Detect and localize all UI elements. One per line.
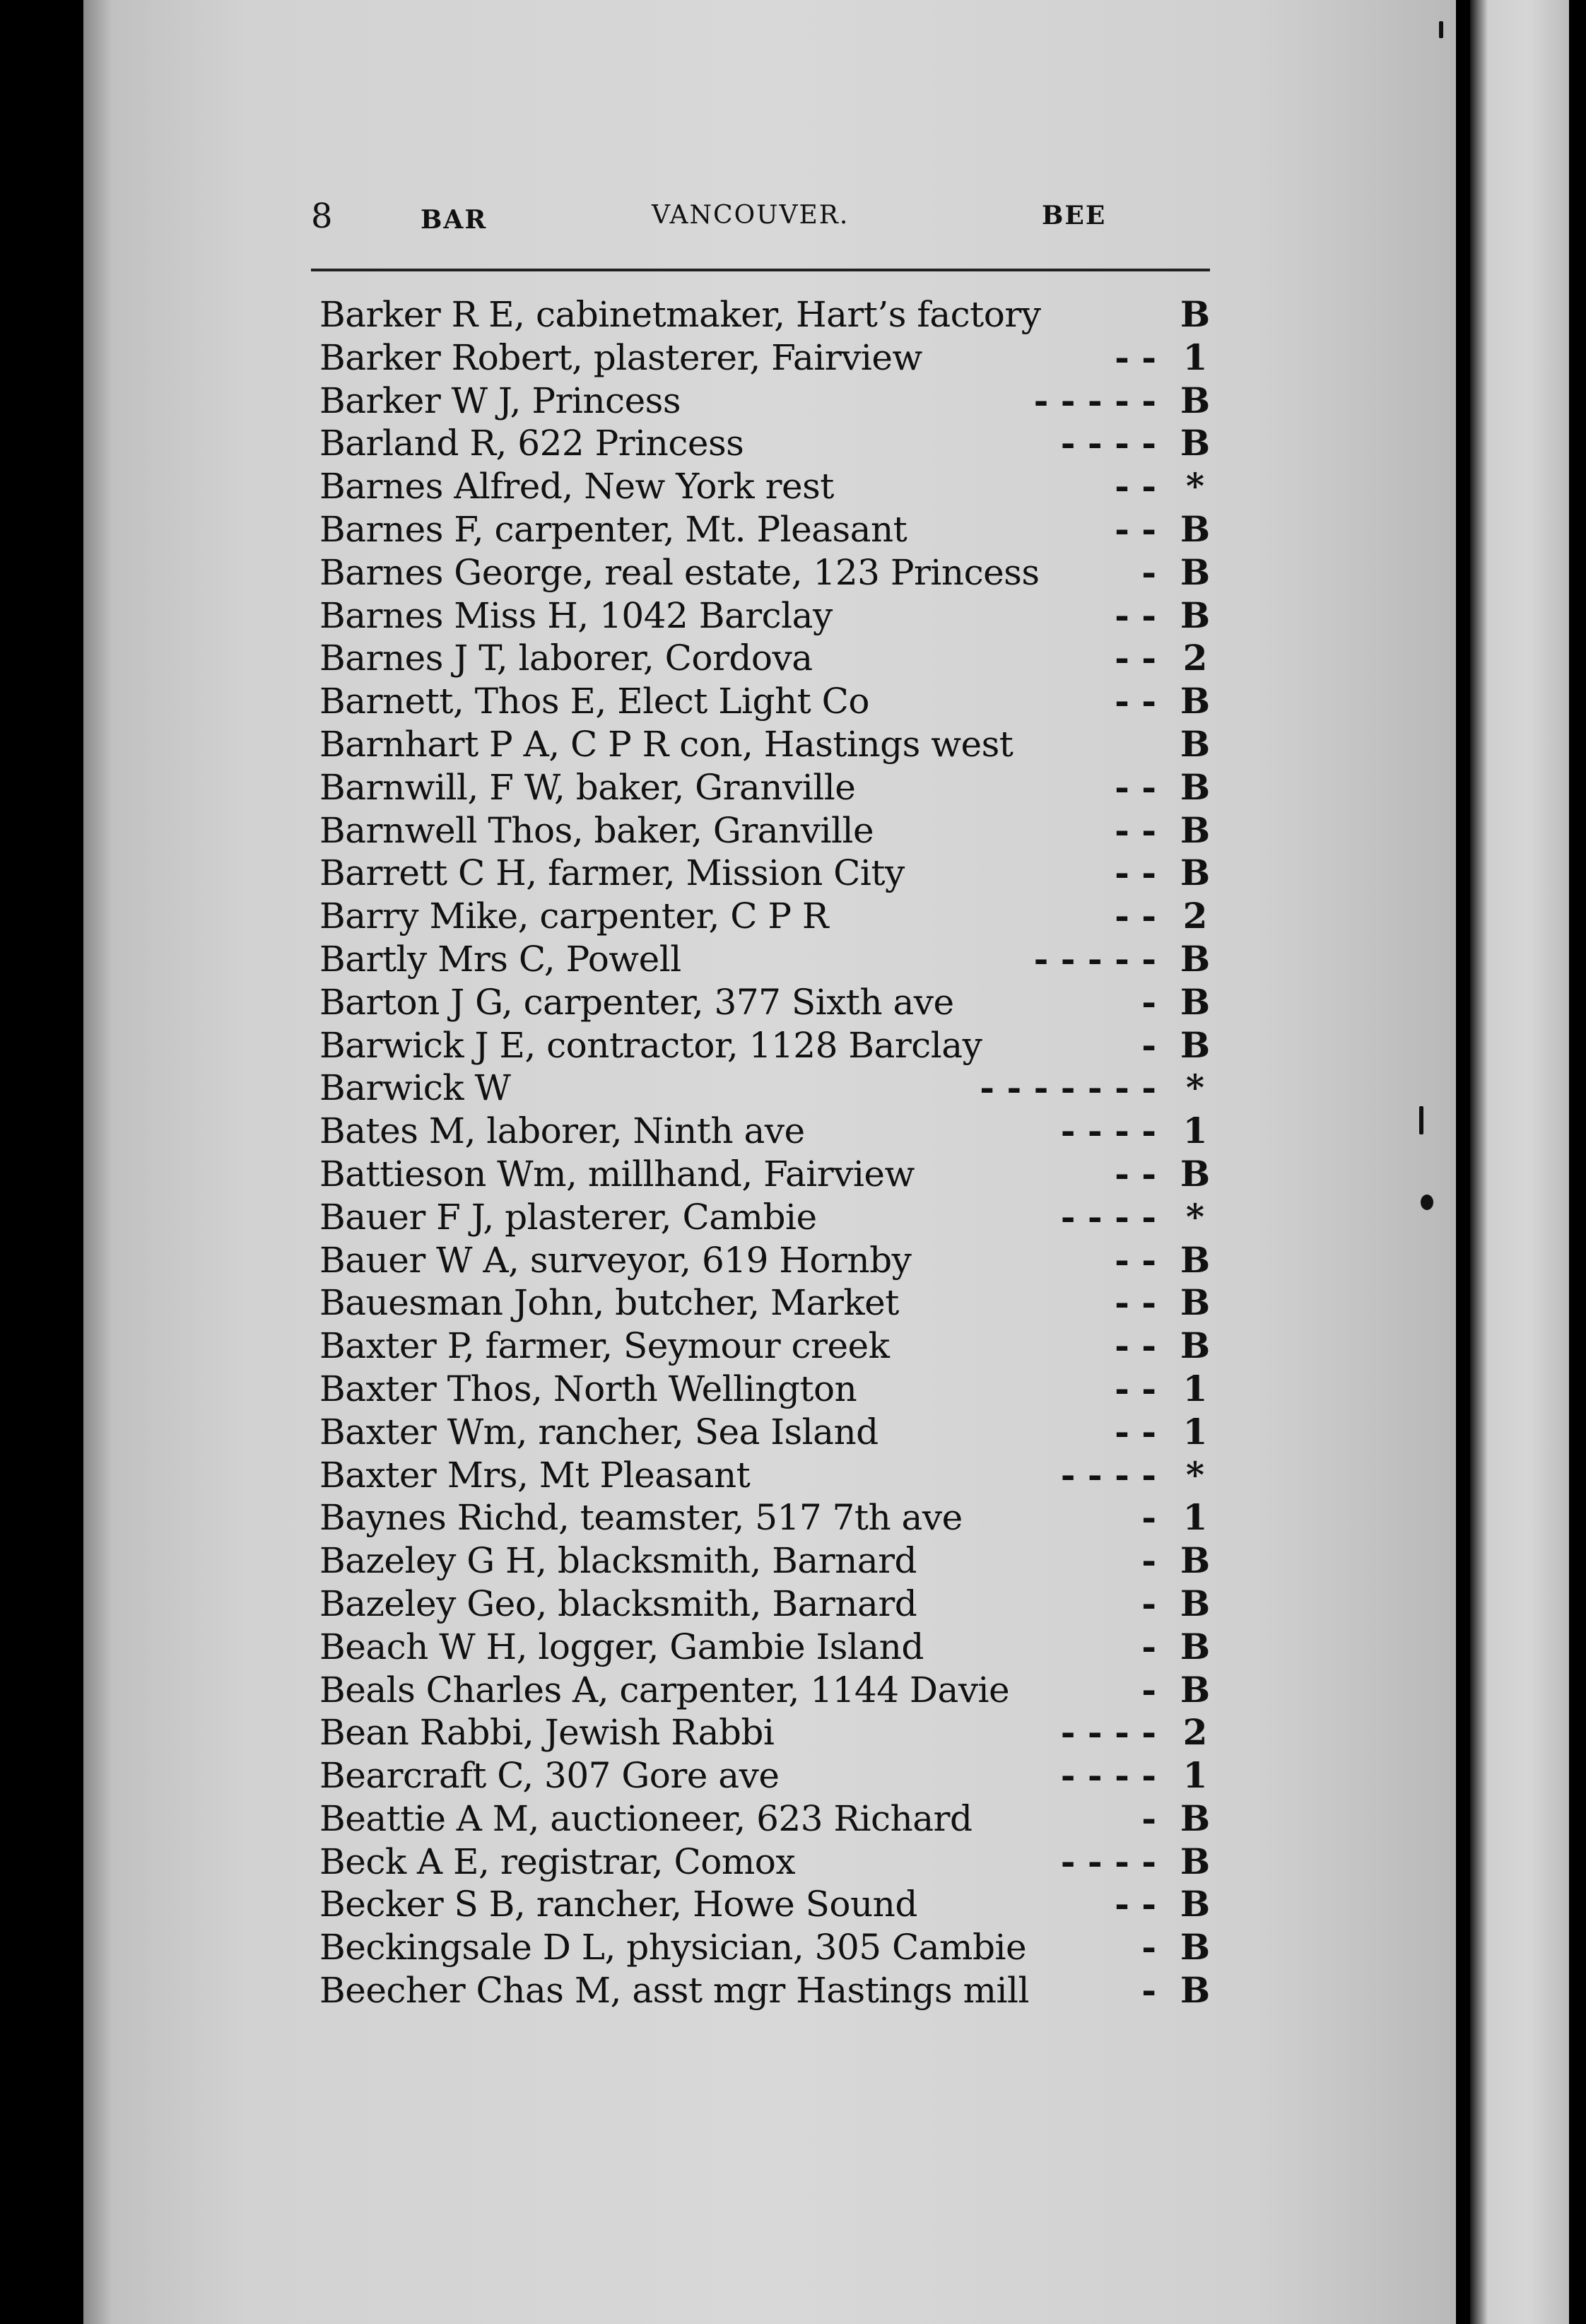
entry-leader-dashes: - (1141, 1668, 1156, 1710)
entry-mark: B (1180, 1625, 1211, 1667)
entry-text: Bazeley G H, blacksmith, Barnard (319, 1540, 917, 1582)
entry-leader-dashes: - - - - (1060, 1110, 1156, 1152)
entry-text: Barker Robert, plasterer, Fairview (319, 336, 922, 378)
entry-leader-dashes: - (1141, 1926, 1156, 1968)
entry-mark: B (1180, 680, 1211, 722)
entry-mark: B (1180, 937, 1211, 980)
directory-entry (319, 1411, 1224, 1454)
entry-text: Barnes Alfred, New York rest (319, 466, 834, 507)
scan-speck (1421, 1195, 1433, 1210)
entry-text: Baxter Mrs, Mt Pleasant (319, 1454, 751, 1496)
entry-text: Barnes J T, laborer, Cordova (319, 638, 813, 679)
entry-leader-dashes: - - - - (1060, 1453, 1156, 1496)
entry-mark: B (1180, 507, 1211, 550)
directory-entry (319, 1281, 1224, 1325)
entry-leader-dashes: - (1141, 551, 1156, 593)
entry-mark: B (1180, 1152, 1211, 1195)
entry-leader-dashes: - (1141, 1582, 1156, 1624)
entry-mark: 1 (1182, 1754, 1208, 1797)
entry-mark: B (1180, 1797, 1211, 1839)
header-right-guide-word: BEE (1042, 201, 1107, 230)
entry-text: Bauer F J, plasterer, Cambie (319, 1196, 817, 1238)
entry-text: Baxter P, farmer, Seymour creek (319, 1325, 890, 1367)
directory-entry (319, 938, 1224, 981)
entry-text: Barnes George, real estate, 123 Princess (319, 551, 1040, 593)
entry-mark: B (1180, 1325, 1211, 1367)
entry-leader-dashes: - - - - (1060, 422, 1156, 464)
entry-mark: 2 (1182, 1711, 1208, 1754)
running-header (311, 191, 1216, 247)
entry-mark: 1 (1182, 1110, 1208, 1152)
directory-entry (319, 336, 1224, 380)
scan-speck (1439, 21, 1443, 38)
entry-text: Barnwell Thos, baker, Granville (319, 809, 874, 851)
entry-leader-dashes: - - (1115, 1367, 1156, 1409)
entry-mark: B (1180, 980, 1211, 1023)
directory-entry (319, 1067, 1224, 1110)
directory-entry (319, 1626, 1224, 1669)
entry-text: Barland R, 622 Princess (319, 423, 744, 464)
entry-leader-dashes: - - (1115, 1883, 1156, 1925)
entry-leader-dashes: - (1141, 1496, 1156, 1539)
header-rule (311, 269, 1210, 271)
header-title: VANCOUVER. (652, 201, 850, 230)
directory-entry (319, 1368, 1224, 1411)
entry-mark: * (1185, 1195, 1205, 1238)
entry-mark: B (1180, 293, 1211, 335)
entry-text: Bearcraft C, 307 Gore ave (319, 1755, 780, 1797)
entry-leader-dashes: - - - - (1060, 1754, 1156, 1797)
entry-text: Barwick J E, contractor, 1128 Barclay (319, 1024, 982, 1066)
directory-entry (319, 1110, 1224, 1153)
entry-text: Baynes Richd, teamster, 517 7th ave (319, 1497, 963, 1539)
directory-entry (319, 1239, 1224, 1282)
entry-leader-dashes: - - (1115, 594, 1156, 636)
entry-text: Baxter Thos, North Wellington (319, 1368, 857, 1409)
entry-leader-dashes: - - (1115, 507, 1156, 550)
entry-text: Barnes F, carpenter, Mt. Pleasant (319, 508, 907, 550)
directory-entry (319, 637, 1224, 680)
directory-entry (319, 380, 1224, 423)
entry-text: Barker W J, Princess (319, 380, 681, 421)
directory-entry (319, 981, 1224, 1024)
entry-mark: 2 (1182, 637, 1208, 679)
entry-mark: B (1180, 1840, 1211, 1882)
header-left-guide-word: BAR (421, 205, 488, 235)
entry-mark: 1 (1182, 1367, 1208, 1409)
directory-entry (319, 1539, 1224, 1583)
entry-leader-dashes: - - - - - - - (980, 1067, 1156, 1109)
entry-mark: B (1180, 551, 1211, 593)
entry-mark: B (1180, 765, 1211, 808)
entry-mark: B (1180, 1539, 1211, 1582)
entry-leader-dashes: - - - - (1060, 1840, 1156, 1882)
directory-entry (319, 1797, 1224, 1841)
directory-entry (319, 1711, 1224, 1754)
entry-leader-dashes: - - (1115, 895, 1156, 937)
entry-text: Beach W H, logger, Gambie Island (319, 1626, 924, 1667)
entry-leader-dashes: - - (1115, 1152, 1156, 1195)
entry-mark: B (1180, 422, 1211, 464)
entry-mark: B (1180, 852, 1211, 894)
directory-entry (319, 1926, 1224, 1969)
entry-leader-dashes: - - - - (1060, 1711, 1156, 1754)
entry-leader-dashes: - (1141, 980, 1156, 1023)
entry-leader-dashes: - - (1115, 809, 1156, 851)
entry-mark: B (1180, 1969, 1211, 2012)
directory-entry (319, 1325, 1224, 1368)
entry-mark: B (1180, 1883, 1211, 1925)
entry-text: Bartly Mrs C, Powell (319, 938, 681, 980)
entry-text: Bean Rabbi, Jewish Rabbi (319, 1712, 775, 1754)
entry-mark: * (1185, 465, 1205, 507)
entry-text: Beecher Chas M, asst mgr Hastings mill (319, 1970, 1029, 2012)
entry-text: Barrett C H, farmer, Mission City (319, 852, 905, 894)
directory-entry (319, 1754, 1224, 1797)
page-gutter-shadow (83, 0, 112, 2324)
entry-mark: B (1180, 809, 1211, 851)
directory-entry (319, 1153, 1224, 1196)
entry-leader-dashes: - (1141, 1539, 1156, 1582)
entry-mark: B (1180, 1668, 1211, 1710)
page-number: 8 (311, 196, 333, 236)
entry-mark: B (1180, 379, 1211, 421)
entry-text: Beals Charles A, carpenter, 1144 Davie (319, 1669, 1010, 1710)
directory-entry (319, 1583, 1224, 1626)
directory-entry (319, 809, 1224, 852)
entry-leader-dashes: - - (1115, 637, 1156, 679)
directory-entries (319, 293, 1224, 2012)
entry-mark: B (1180, 594, 1211, 636)
directory-entry (319, 766, 1224, 809)
entry-text: Beckingsale D L, physician, 305 Cambie (319, 1927, 1027, 1968)
entry-text: Beck A E, registrar, Comox (319, 1841, 796, 1882)
directory-entry (319, 1841, 1224, 1884)
entry-text: Baxter Wm, rancher, Sea Island (319, 1411, 879, 1452)
entry-mark: B (1180, 1023, 1211, 1066)
entry-leader-dashes: - (1141, 1969, 1156, 2012)
directory-entry (319, 895, 1224, 938)
entry-mark: B (1180, 1238, 1211, 1281)
directory-entry (319, 465, 1224, 508)
entry-text: Barwick W (319, 1067, 511, 1109)
entry-text: Barton J G, carpenter, 377 Sixth ave (319, 981, 954, 1023)
directory-entry (319, 1454, 1224, 1497)
entry-mark: * (1185, 1453, 1205, 1496)
entry-text: Bauer W A, surveyor, 619 Hornby (319, 1239, 912, 1281)
entry-text: Barnes Miss H, 1042 Barclay (319, 594, 833, 636)
entry-leader-dashes: - - (1115, 1238, 1156, 1281)
directory-entry (319, 1669, 1224, 1712)
directory-entry (319, 293, 1224, 336)
facing-page-edge (1470, 0, 1569, 2324)
entry-text: Becker S B, rancher, Howe Sound (319, 1884, 917, 1925)
page-content (311, 191, 1216, 2012)
directory-entry (319, 723, 1224, 766)
entry-leader-dashes: - (1141, 1797, 1156, 1839)
entry-text: Barry Mike, carpenter, C P R (319, 896, 829, 937)
entry-leader-dashes: - - (1115, 680, 1156, 722)
entry-leader-dashes: - - (1115, 852, 1156, 894)
entry-text: Bauesman John, butcher, Market (319, 1282, 899, 1324)
directory-entry (319, 1969, 1224, 2012)
entry-mark: 1 (1182, 1496, 1208, 1539)
entry-mark: 1 (1182, 1410, 1208, 1452)
entry-text: Battieson Wm, millhand, Fairview (319, 1153, 915, 1195)
entry-text: Bates M, laborer, Ninth ave (319, 1110, 805, 1152)
directory-entry (319, 1883, 1224, 1926)
entry-mark: 2 (1182, 895, 1208, 937)
entry-leader-dashes: - - (1115, 1410, 1156, 1452)
directory-entry (319, 594, 1224, 638)
entry-mark: B (1180, 1281, 1211, 1324)
directory-entry (319, 680, 1224, 723)
entry-leader-dashes: - - - - - (1033, 379, 1156, 421)
entry-leader-dashes: - - (1115, 1281, 1156, 1324)
directory-entry (319, 852, 1224, 895)
entry-mark: * (1185, 1067, 1205, 1109)
directory-entry (319, 1196, 1224, 1239)
entry-leader-dashes: - - (1115, 1325, 1156, 1367)
entry-leader-dashes: - - (1115, 336, 1156, 378)
entry-text: Beattie A M, auctioneer, 623 Richard (319, 1797, 973, 1839)
entry-text: Barker R E, cabinetmaker, Hart’s factory (319, 294, 1041, 335)
directory-entry (319, 551, 1224, 594)
entry-leader-dashes: - (1141, 1023, 1156, 1066)
entry-text: Bazeley Geo, blacksmith, Barnard (319, 1583, 917, 1624)
entry-text: Barnett, Thos E, Elect Light Co (319, 681, 870, 722)
entry-mark: B (1180, 722, 1211, 765)
entry-leader-dashes: - - (1115, 765, 1156, 808)
entry-mark: 1 (1182, 336, 1208, 378)
directory-entry (319, 508, 1224, 551)
entry-mark: B (1180, 1926, 1211, 1968)
entry-leader-dashes: - (1141, 1625, 1156, 1667)
directory-entry (319, 422, 1224, 465)
entry-mark: B (1180, 1582, 1211, 1624)
entry-text: Barnwill, F W, baker, Granville (319, 766, 856, 808)
entry-leader-dashes: - - (1115, 465, 1156, 507)
entry-leader-dashes: - - - - (1060, 1195, 1156, 1238)
entry-leader-dashes: - - - - - (1033, 937, 1156, 980)
directory-entry (319, 1496, 1224, 1539)
entry-text: Barnhart P A, C P R con, Hastings west (319, 723, 1014, 765)
directory-entry (319, 1024, 1224, 1067)
scan-speck (1419, 1106, 1423, 1134)
